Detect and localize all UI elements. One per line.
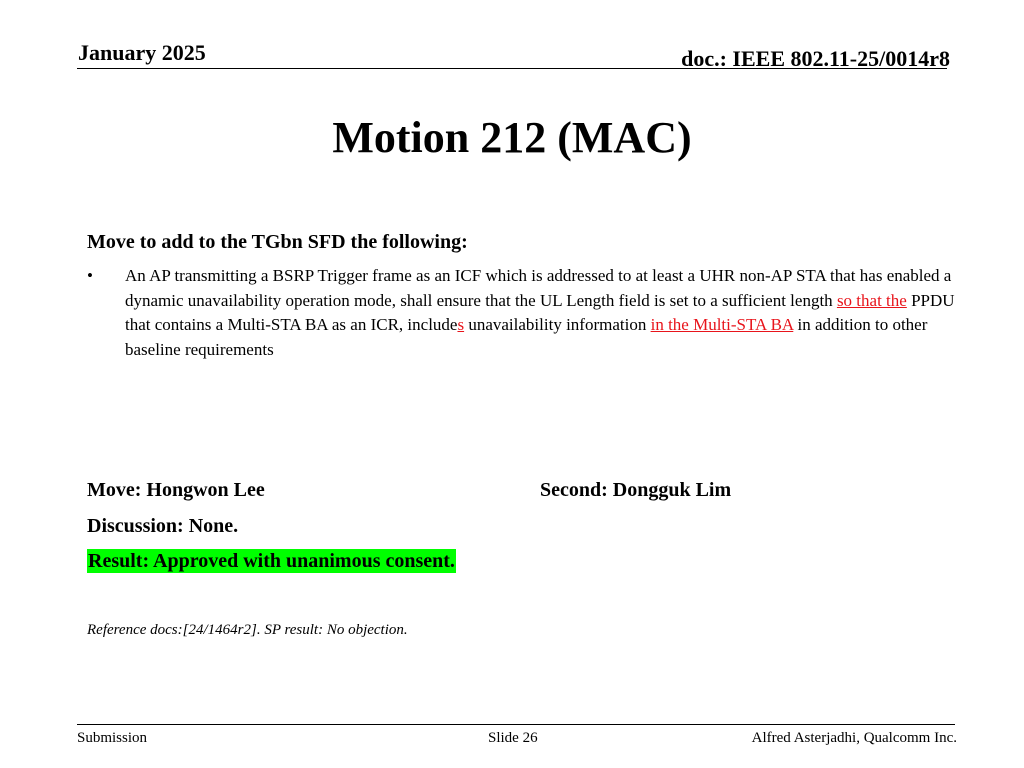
header-date: January 2025	[78, 40, 206, 65]
mover: Move: Hongwon Lee	[87, 479, 265, 501]
bullet-text-part2: PPDU that contains a Multi-STA BA as an ICR, includ	[125, 290, 955, 334]
bullet-text-e: e	[449, 315, 458, 334]
inserted-text-in-multi-sta-ba: in the Multi-STA BA	[650, 315, 794, 334]
discussion: Discussion: None.	[87, 515, 239, 537]
bullet-marker: •	[87, 266, 93, 285]
footer-slide-number: Slide 26	[488, 730, 538, 746]
bullet-text-part1: An AP transmitting a BSRP Trigger frame as an ICF which is addressed to at least a UHR non-AP STA that has enabled a dynamic unavailability operation mode, shall ensure that the UL Length field is set to a sufficient length	[125, 266, 952, 310]
inserted-text-so-that-the: so that the	[836, 290, 907, 310]
reference-docs: Reference docs:[24/1464r2]. SP result: No objection.	[87, 622, 408, 638]
footer-submission: Submission	[77, 730, 148, 746]
bullet-text	[125, 264, 955, 362]
result-highlighted: Result: Approved with unanimous consent.	[88, 550, 455, 572]
footer-divider	[77, 724, 955, 725]
footer-author: Alfred Asterjadhi, Qualcomm Inc.	[751, 730, 957, 746]
slide-title: Motion 212 (MAC)	[332, 113, 692, 162]
header-divider	[77, 68, 947, 69]
bullet-text-part3: unavailability information	[464, 315, 651, 334]
bullet-text-part4: in addition to other baseline requirements	[125, 315, 928, 359]
seconder: Second: Dongguk Lim	[540, 479, 732, 501]
header-doc-number: doc.: IEEE 802.11-25/0014r8	[681, 46, 950, 71]
motion-lead-text: Move to add to the TGbn SFD the following:	[87, 231, 468, 253]
inserted-text-s: s	[457, 315, 465, 334]
